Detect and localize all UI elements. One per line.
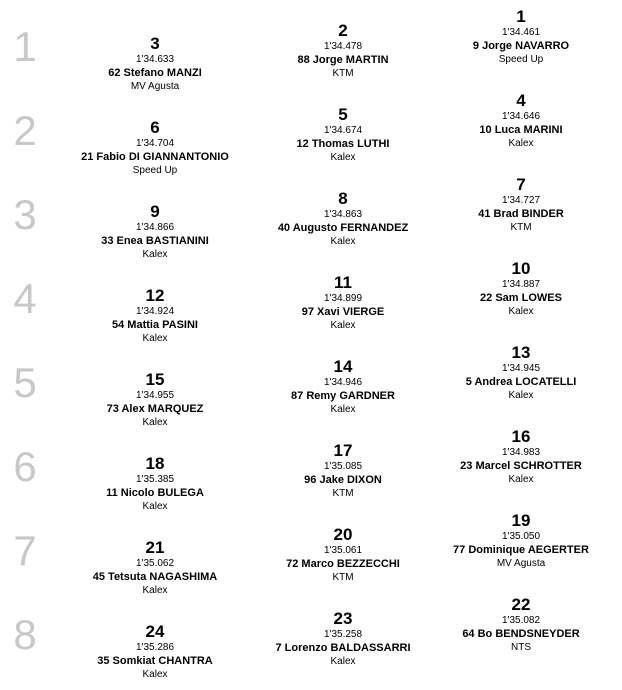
grid-slot [421, 176, 621, 234]
grid-position: 22 [511, 595, 531, 614]
lap-time: 1'35.050 [501, 531, 541, 542]
rider-name: 54 Mattia PASINI [112, 319, 198, 331]
grid-row-number: 1 [13, 23, 37, 70]
grid-row-number: 6 [13, 443, 37, 490]
team-name: Kalex [142, 333, 168, 344]
rider-name: 7 Lorenzo BALDASSARRI [275, 642, 411, 654]
grid-slot [55, 539, 255, 597]
team-name: Kalex [508, 474, 534, 485]
rider-name: 64 Bo BENDSNEYDER [462, 628, 580, 640]
lap-time: 1'34.866 [135, 222, 175, 233]
rider-name: 35 Somkiat CHANTRA [97, 655, 213, 667]
team-name: Kalex [142, 669, 168, 680]
team-name: Kalex [142, 249, 168, 260]
grid-slot [421, 8, 621, 66]
team-name: Speed Up [498, 54, 544, 65]
grid-row-number: 8 [13, 611, 37, 658]
lap-time: 1'35.082 [501, 615, 541, 626]
grid-slot [421, 596, 621, 654]
rider-name: 10 Luca MARINI [479, 124, 563, 136]
grid-slot [243, 526, 443, 584]
lap-time: 1'35.062 [135, 558, 175, 569]
grid-position: 9 [150, 202, 160, 221]
grid-position: 6 [150, 118, 160, 137]
grid-slot [243, 190, 443, 248]
team-name: Kalex [142, 417, 168, 428]
grid-position: 23 [333, 609, 353, 628]
lap-time: 1'34.945 [501, 363, 541, 374]
lap-time: 1'35.286 [135, 642, 175, 653]
team-name: MV Agusta [130, 81, 180, 92]
grid-position: 16 [511, 427, 531, 446]
rider-name: 41 Brad BINDER [478, 208, 564, 220]
lap-time: 1'35.385 [135, 474, 175, 485]
team-name: Kalex [508, 306, 534, 317]
grid-slot [243, 442, 443, 500]
lap-time: 1'35.258 [323, 629, 363, 640]
grid-row-number: 4 [13, 275, 37, 322]
lap-time: 1'34.704 [135, 138, 175, 149]
grid-slot [55, 119, 255, 177]
grid-row-number: 3 [13, 191, 37, 238]
grid-slot [55, 203, 255, 261]
grid-position: 15 [145, 370, 165, 389]
rider-name: 88 Jorge MARTIN [297, 54, 389, 66]
grid-slot [243, 274, 443, 332]
team-name: Kalex [330, 320, 356, 331]
team-name: Kalex [508, 138, 534, 149]
lap-time: 1'34.727 [501, 195, 541, 206]
grid-position: 21 [145, 538, 165, 557]
grid-position: 14 [333, 357, 353, 376]
rider-name: 11 Nicolo BULEGA [106, 487, 204, 499]
grid-position: 11 [334, 273, 352, 292]
grid-position: 2 [338, 21, 348, 40]
grid-position: 5 [338, 105, 348, 124]
rider-name: 45 Tetsuta NAGASHIMA [92, 571, 218, 583]
rider-name: 33 Enea BASTIANINI [101, 235, 209, 247]
rider-name: 12 Thomas LUTHI [296, 138, 390, 150]
team-name: Kalex [330, 656, 356, 667]
grid-position: 10 [511, 259, 531, 278]
grid-slot [243, 358, 443, 416]
grid-slot [421, 92, 621, 150]
team-name: NTS [511, 642, 531, 653]
team-name: Speed Up [132, 165, 178, 176]
lap-time: 1'34.863 [323, 209, 363, 220]
rider-name: 22 Sam LOWES [480, 292, 562, 304]
grid-slot [55, 35, 255, 93]
grid-row-number: 7 [13, 527, 37, 574]
grid-position: 20 [333, 525, 353, 544]
grid-position: 3 [150, 34, 160, 53]
rider-name: 40 Augusto FERNANDEZ [277, 222, 409, 234]
rider-name: 97 Xavi VIERGE [301, 306, 385, 318]
lap-time: 1'34.887 [501, 279, 541, 290]
grid-slot [243, 106, 443, 164]
lap-time: 1'34.461 [501, 27, 541, 38]
team-name: MV Agusta [496, 558, 546, 569]
team-name: Kalex [142, 501, 168, 512]
rider-name: 5 Andrea LOCATELLI [465, 376, 577, 388]
grid-slot [421, 428, 621, 486]
grid-slot [55, 455, 255, 513]
lap-time: 1'34.946 [323, 377, 363, 388]
team-name: Kalex [330, 404, 356, 415]
grid-row-number: 5 [13, 359, 37, 406]
rider-name: 77 Dominique AEGERTER [453, 544, 589, 556]
grid-slot [421, 344, 621, 402]
team-name: KTM [332, 572, 354, 583]
lap-time: 1'34.899 [323, 293, 363, 304]
grid-slot [421, 260, 621, 318]
lap-time: 1'34.924 [135, 306, 175, 317]
lap-time: 1'34.646 [501, 111, 541, 122]
lap-time: 1'34.674 [323, 125, 363, 136]
grid-position: 4 [516, 91, 526, 110]
rider-name: 72 Marco BEZZECCHI [286, 558, 400, 570]
team-name: Kalex [330, 152, 356, 163]
grid-slot [243, 22, 443, 80]
grid-slot [421, 512, 621, 570]
rider-name: 62 Stefano MANZI [108, 67, 202, 79]
lap-time: 1'35.085 [323, 461, 363, 472]
grid-position: 8 [338, 189, 348, 208]
rider-name: 73 Alex MARQUEZ [106, 403, 204, 415]
rider-name: 96 Jake DIXON [304, 474, 382, 486]
grid-slot [55, 623, 255, 681]
lap-time: 1'34.478 [323, 41, 363, 52]
grid-slot [243, 610, 443, 668]
grid-position: 7 [516, 175, 526, 194]
grid-position: 17 [333, 441, 353, 460]
team-name: KTM [332, 488, 354, 499]
grid-row-number: 2 [13, 107, 37, 154]
rider-name: 23 Marcel SCHROTTER [460, 460, 582, 472]
lap-time: 1'34.633 [135, 54, 175, 65]
grid-position: 12 [145, 286, 165, 305]
grid-position: 18 [145, 454, 165, 473]
rider-name: 87 Remy GARDNER [291, 390, 395, 402]
grid-position: 24 [145, 622, 165, 641]
grid-slot [55, 287, 255, 345]
lap-time: 1'35.061 [323, 545, 363, 556]
team-name: KTM [332, 68, 354, 79]
team-name: KTM [510, 222, 532, 233]
team-name: Kalex [330, 236, 356, 247]
lap-time: 1'34.955 [135, 390, 175, 401]
team-name: Kalex [142, 585, 168, 596]
grid-position: 19 [511, 511, 531, 530]
grid-position: 13 [511, 343, 531, 362]
grid-position: 1 [516, 7, 526, 26]
lap-time: 1'34.983 [501, 447, 541, 458]
rider-name: 21 Fabio DI GIANNANTONIO [81, 151, 229, 163]
grid-slot [55, 371, 255, 429]
team-name: Kalex [508, 390, 534, 401]
rider-name: 9 Jorge NAVARRO [472, 40, 570, 52]
